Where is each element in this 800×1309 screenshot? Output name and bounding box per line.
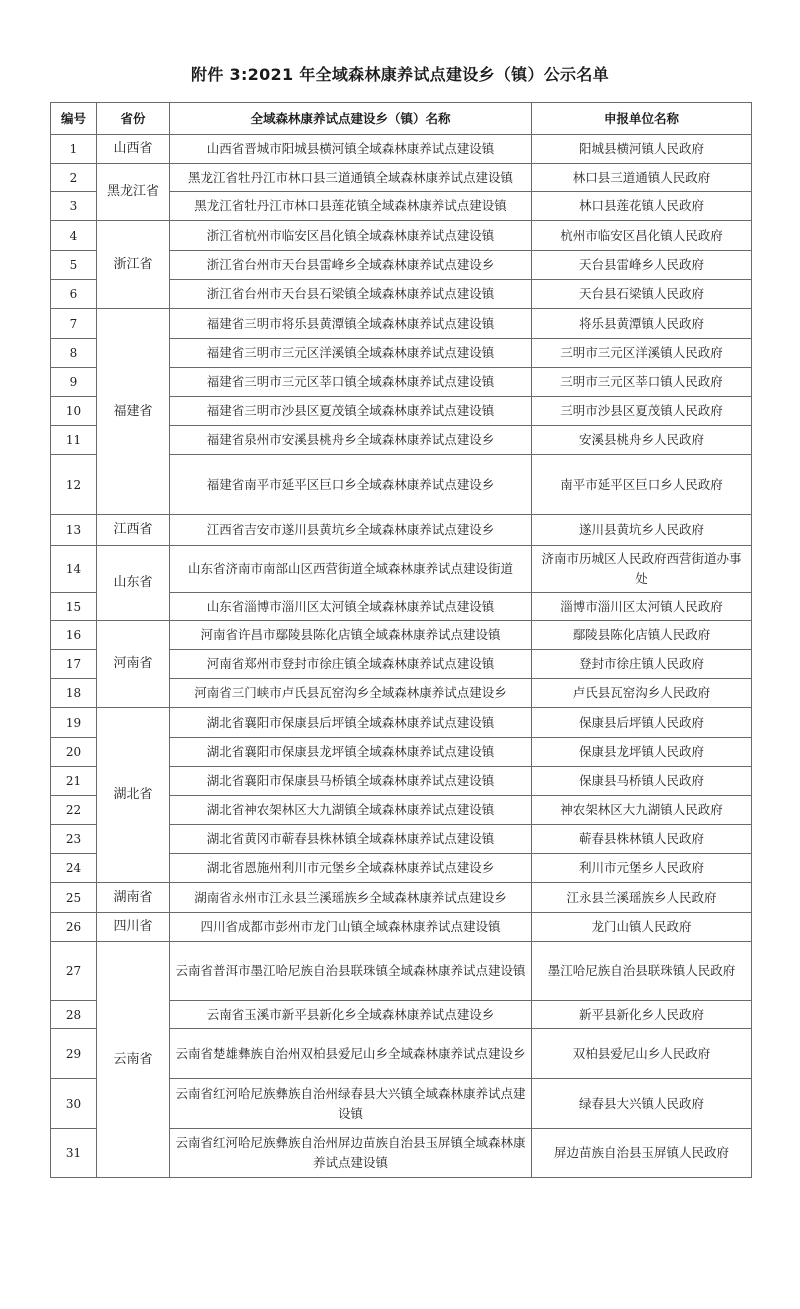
table-row (51, 309, 752, 339)
applicant-unit-cell: 鄢陵县陈化店镇人民政府 (532, 621, 752, 650)
town-name-cell: 四川省成都市彭州市龙门山镇全域森林康养试点建设镇 (170, 913, 532, 942)
town-name-cell: 山西省晋城市阳城县横河镇全域森林康养试点建设镇 (170, 135, 532, 164)
table-row (51, 164, 752, 192)
applicant-unit-cell: 绿春县大兴镇人民政府 (532, 1079, 752, 1129)
row-number: 10 (51, 397, 97, 426)
town-name-cell: 湖北省恩施州利川市元堡乡全域森林康养试点建设乡 (170, 854, 532, 883)
applicant-unit-cell: 三明市三元区洋溪镇人民政府 (532, 339, 752, 368)
town-name-cell: 湖北省神农架林区大九湖镇全域森林康养试点建设镇 (170, 796, 532, 825)
row-number: 15 (51, 593, 97, 621)
row-number: 26 (51, 913, 97, 942)
town-name-cell: 山东省淄博市淄川区太河镇全域森林康养试点建设镇 (170, 593, 532, 621)
town-name-cell: 湖北省襄阳市保康县马桥镇全域森林康养试点建设镇 (170, 767, 532, 796)
applicant-unit-cell: 林口县莲花镇人民政府 (532, 192, 752, 221)
row-number: 25 (51, 883, 97, 913)
town-name-cell: 浙江省台州市天台县雷峰乡全域森林康养试点建设乡 (170, 251, 532, 280)
town-name-cell: 湖北省襄阳市保康县后坪镇全域森林康养试点建设镇 (170, 708, 532, 738)
applicant-unit-cell: 三明市三元区莘口镇人民政府 (532, 368, 752, 397)
province-cell: 四川省 (97, 913, 170, 942)
town-name-cell: 福建省三明市三元区莘口镇全域森林康养试点建设镇 (170, 368, 532, 397)
province-cell: 山西省 (97, 135, 170, 164)
town-name-cell: 江西省吉安市遂川县黄坑乡全域森林康养试点建设乡 (170, 515, 532, 546)
header-number: 编号 (51, 103, 97, 135)
applicant-unit-cell: 杭州市临安区昌化镇人民政府 (532, 221, 752, 251)
row-number: 31 (51, 1129, 97, 1178)
province-cell: 福建省 (97, 309, 170, 515)
row-number: 22 (51, 796, 97, 825)
town-name-cell: 云南省红河哈尼族彝族自治州绿春县大兴镇全域森林康养试点建设镇 (170, 1079, 532, 1129)
row-number: 28 (51, 1001, 97, 1029)
row-number: 4 (51, 221, 97, 251)
applicant-unit-cell: 淄博市淄川区太河镇人民政府 (532, 593, 752, 621)
applicant-unit-cell: 江永县兰溪瑶族乡人民政府 (532, 883, 752, 913)
table-row (51, 883, 752, 913)
applicant-unit-cell: 卢氏县瓦窑沟乡人民政府 (532, 679, 752, 708)
town-name-cell: 云南省楚雄彝族自治州双柏县爱尼山乡全域森林康养试点建设乡 (170, 1029, 532, 1079)
row-number: 11 (51, 426, 97, 455)
table-row (51, 546, 752, 593)
applicant-unit-cell: 保康县龙坪镇人民政府 (532, 738, 752, 767)
town-name-cell: 黑龙江省牡丹江市林口县莲花镇全域森林康养试点建设镇 (170, 192, 532, 221)
table-row (51, 221, 752, 251)
applicant-unit-cell: 将乐县黄潭镇人民政府 (532, 309, 752, 339)
row-number: 6 (51, 280, 97, 309)
row-number: 20 (51, 738, 97, 767)
row-number: 5 (51, 251, 97, 280)
applicant-unit-cell: 登封市徐庄镇人民政府 (532, 650, 752, 679)
table-header-row (51, 103, 752, 135)
table-row (51, 135, 752, 164)
town-name-cell: 福建省南平市延平区巨口乡全域森林康养试点建设乡 (170, 455, 532, 515)
applicant-unit-cell: 三明市沙县区夏茂镇人民政府 (532, 397, 752, 426)
row-number: 12 (51, 455, 97, 515)
pilot-town-table (50, 102, 752, 1178)
table-row (51, 708, 752, 738)
town-name-cell: 福建省三明市沙县区夏茂镇全域森林康养试点建设镇 (170, 397, 532, 426)
row-number: 24 (51, 854, 97, 883)
province-cell: 浙江省 (97, 221, 170, 309)
row-number: 17 (51, 650, 97, 679)
header-province: 省份 (97, 103, 170, 135)
table-row (51, 515, 752, 546)
province-cell: 山东省 (97, 546, 170, 621)
applicant-unit-cell: 双柏县爱尼山乡人民政府 (532, 1029, 752, 1079)
applicant-unit-cell: 遂川县黄坑乡人民政府 (532, 515, 752, 546)
header-town-name: 全域森林康养试点建设乡（镇）名称 (170, 103, 532, 135)
row-number: 7 (51, 309, 97, 339)
town-name-cell: 山东省济南市南部山区西营街道全域森林康养试点建设街道 (170, 546, 532, 593)
header-applicant-unit: 申报单位名称 (532, 103, 752, 135)
applicant-unit-cell: 蕲春县株林镇人民政府 (532, 825, 752, 854)
table-row (51, 913, 752, 942)
table-body (51, 135, 752, 1178)
town-name-cell: 河南省许昌市鄢陵县陈化店镇全域森林康养试点建设镇 (170, 621, 532, 650)
row-number: 2 (51, 164, 97, 192)
province-cell: 云南省 (97, 942, 170, 1178)
town-name-cell: 河南省郑州市登封市徐庄镇全域森林康养试点建设镇 (170, 650, 532, 679)
row-number: 18 (51, 679, 97, 708)
applicant-unit-cell: 墨江哈尼族自治县联珠镇人民政府 (532, 942, 752, 1001)
province-cell: 河南省 (97, 621, 170, 708)
row-number: 14 (51, 546, 97, 593)
applicant-unit-cell: 新平县新化乡人民政府 (532, 1001, 752, 1029)
province-cell: 黑龙江省 (97, 164, 170, 221)
applicant-unit-cell: 安溪县桃舟乡人民政府 (532, 426, 752, 455)
row-number: 29 (51, 1029, 97, 1079)
applicant-unit-cell: 济南市历城区人民政府西营街道办事处 (532, 546, 752, 593)
town-name-cell: 云南省红河哈尼族彝族自治州屏边苗族自治县玉屏镇全域森林康养试点建设镇 (170, 1129, 532, 1178)
applicant-unit-cell: 天台县雷峰乡人民政府 (532, 251, 752, 280)
town-name-cell: 云南省普洱市墨江哈尼族自治县联珠镇全域森林康养试点建设镇 (170, 942, 532, 1001)
page-title: 附件 3:2021 年全域森林康养试点建设乡（镇）公示名单 (191, 65, 609, 84)
row-number: 23 (51, 825, 97, 854)
row-number: 21 (51, 767, 97, 796)
row-number: 3 (51, 192, 97, 221)
applicant-unit-cell: 保康县后坪镇人民政府 (532, 708, 752, 738)
province-cell: 江西省 (97, 515, 170, 546)
applicant-unit-cell: 阳城县横河镇人民政府 (532, 135, 752, 164)
town-name-cell: 福建省三明市将乐县黄潭镇全域森林康养试点建设镇 (170, 309, 532, 339)
applicant-unit-cell: 林口县三道通镇人民政府 (532, 164, 752, 192)
town-name-cell: 浙江省台州市天台县石梁镇全域森林康养试点建设镇 (170, 280, 532, 309)
table-row (51, 942, 752, 1001)
town-name-cell: 福建省泉州市安溪县桃舟乡全域森林康养试点建设乡 (170, 426, 532, 455)
town-name-cell: 湖北省襄阳市保康县龙坪镇全域森林康养试点建设镇 (170, 738, 532, 767)
town-name-cell: 福建省三明市三元区洋溪镇全域森林康养试点建设镇 (170, 339, 532, 368)
row-number: 30 (51, 1079, 97, 1129)
row-number: 16 (51, 621, 97, 650)
applicant-unit-cell: 南平市延平区巨口乡人民政府 (532, 455, 752, 515)
province-cell: 湖南省 (97, 883, 170, 913)
town-name-cell: 浙江省杭州市临安区昌化镇全域森林康养试点建设镇 (170, 221, 532, 251)
applicant-unit-cell: 天台县石梁镇人民政府 (532, 280, 752, 309)
applicant-unit-cell: 利川市元堡乡人民政府 (532, 854, 752, 883)
town-name-cell: 云南省玉溪市新平县新化乡全域森林康养试点建设乡 (170, 1001, 532, 1029)
row-number: 9 (51, 368, 97, 397)
table-row (51, 621, 752, 650)
applicant-unit-cell: 屏边苗族自治县玉屏镇人民政府 (532, 1129, 752, 1178)
row-number: 13 (51, 515, 97, 546)
town-name-cell: 湖北省黄冈市蕲春县株林镇全域森林康养试点建设镇 (170, 825, 532, 854)
row-number: 27 (51, 942, 97, 1001)
applicant-unit-cell: 神农架林区大九湖镇人民政府 (532, 796, 752, 825)
town-name-cell: 河南省三门峡市卢氏县瓦窑沟乡全域森林康养试点建设乡 (170, 679, 532, 708)
town-name-cell: 湖南省永州市江永县兰溪瑶族乡全域森林康养试点建设乡 (170, 883, 532, 913)
row-number: 19 (51, 708, 97, 738)
province-cell: 湖北省 (97, 708, 170, 883)
applicant-unit-cell: 保康县马桥镇人民政府 (532, 767, 752, 796)
applicant-unit-cell: 龙门山镇人民政府 (532, 913, 752, 942)
row-number: 1 (51, 135, 97, 164)
row-number: 8 (51, 339, 97, 368)
town-name-cell: 黑龙江省牡丹江市林口县三道通镇全域森林康养试点建设镇 (170, 164, 532, 192)
